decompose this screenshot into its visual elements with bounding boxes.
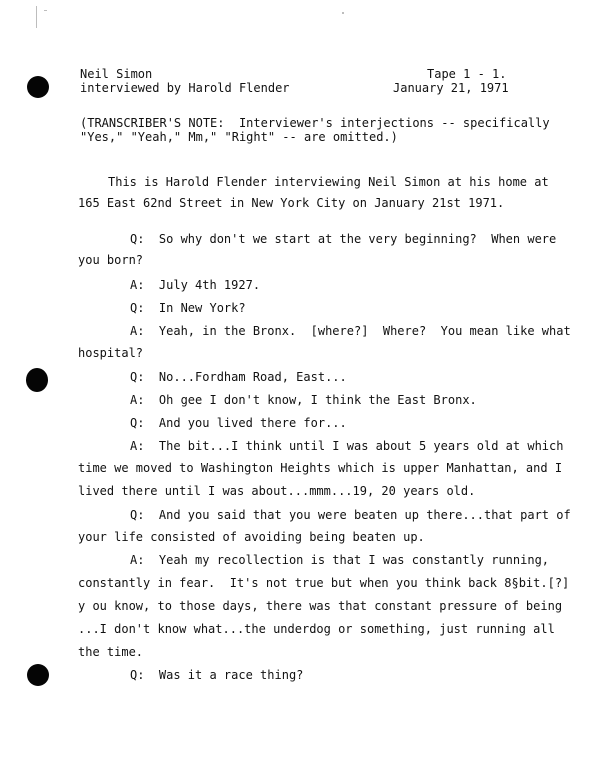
body-line: time we moved to Washington Heights which is upper Manhattan, and I xyxy=(78,461,563,475)
body-line: A: July 4th 1927. xyxy=(130,278,261,292)
body-line: your life consisted of avoiding being beaten up. xyxy=(78,530,425,544)
body-line: 165 East 62nd Street in New York City on January 21st 1971. xyxy=(78,196,505,210)
body-line: A: The bit...I think until I was about 5 years old at which xyxy=(130,439,564,453)
body-line: constantly in fear. It's not true but when you think back 8§bit.[?] xyxy=(78,576,570,590)
body-line: y ou know, to those days, there was that constant pressure of being xyxy=(78,599,563,613)
header-interviewer: interviewed by Harold Flender xyxy=(80,81,290,95)
scan-mark xyxy=(342,12,344,14)
punch-hole-top xyxy=(27,76,49,98)
body-line: hospital? xyxy=(78,346,144,360)
body-line: A: Oh gee I don't know, I think the East Bronx. xyxy=(130,393,477,407)
transcriber-note-line: (TRANSCRIBER'S NOTE: Interviewer's interjections -- specifically xyxy=(80,116,550,130)
body-line: the time. xyxy=(78,645,144,659)
scan-mark xyxy=(44,10,47,11)
header-date: January 21, 1971 xyxy=(393,81,509,95)
body-line: Q: And you said that you were beaten up there...that part of xyxy=(130,508,571,522)
body-line: A: Yeah my recollection is that I was constantly running, xyxy=(130,553,550,567)
body-line: This is Harold Flender interviewing Neil Simon at his home at xyxy=(108,175,549,189)
body-line: Q: Was it a race thing? xyxy=(130,668,304,682)
body-line: Q: And you lived there for... xyxy=(130,416,347,430)
body-line: lived there until I was about...mmm...19, 20 years old. xyxy=(78,484,476,498)
body-line: Q: In New York? xyxy=(130,301,246,315)
body-line: ...I don't know what...the underdog or something, just running all xyxy=(78,622,555,636)
punch-hole-middle xyxy=(26,368,48,392)
body-line: you born? xyxy=(78,253,144,267)
body-line: Q: So why don't we start at the very beginning? When were xyxy=(130,232,557,246)
header-tape: Tape 1 - 1. xyxy=(427,67,507,81)
transcriber-note-line: "Yes," "Yeah," Mm," "Right" -- are omitted.) xyxy=(80,130,398,144)
scan-mark xyxy=(36,6,37,28)
punch-hole-bottom xyxy=(27,664,49,686)
body-line: Q: No...Fordham Road, East... xyxy=(130,370,347,384)
body-line: A: Yeah, in the Bronx. [where?] Where? You mean like what xyxy=(130,324,571,338)
header-name: Neil Simon xyxy=(80,67,153,81)
